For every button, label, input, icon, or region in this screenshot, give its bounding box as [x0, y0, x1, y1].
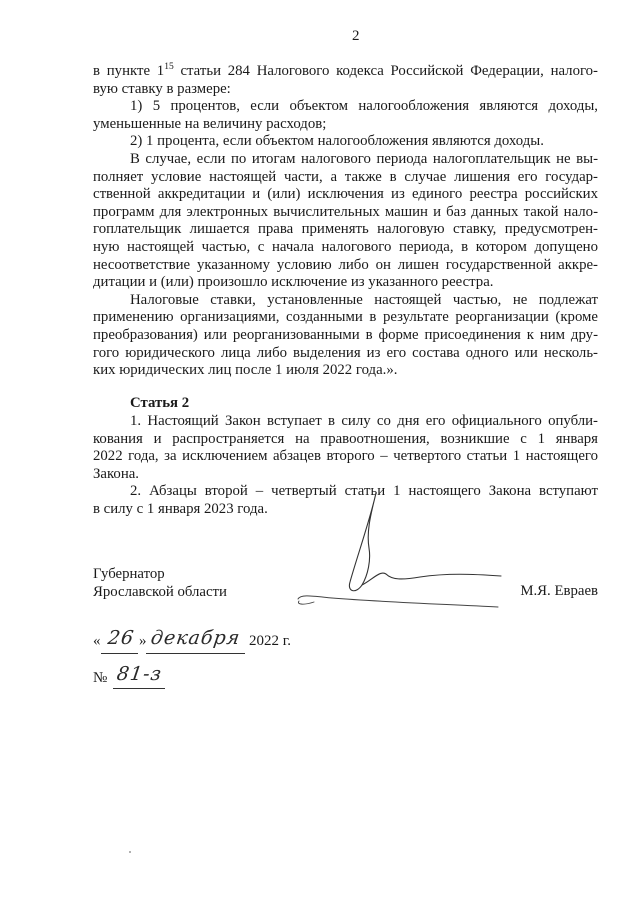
text-line: 2) 1 процента, если объектом налогообложения являются доходы. — [130, 133, 544, 150]
text-line: кования и распространяется на правоотношения, возникшие с 1 января — [93, 430, 598, 447]
text-fragment: в пункте 1 — [93, 63, 165, 79]
text-line: в силу с 1 января 2023 года. — [93, 500, 268, 517]
date-year: 2022 г. — [249, 633, 291, 649]
signatory-title — [93, 566, 227, 601]
signature-stroke — [362, 573, 501, 585]
text-line — [93, 63, 598, 81]
text-line: Закона. — [93, 465, 140, 482]
article2-text — [93, 413, 598, 519]
text-line: 2022 года, за исключением абзацев второго – четвертого статьи 1 настоящего — [93, 448, 598, 465]
date-close-quote: » — [139, 633, 147, 649]
date-month-underline — [146, 653, 245, 654]
page-number: 2 — [352, 28, 360, 44]
number-underline — [113, 688, 165, 689]
text-line: дитации и (или) произошло исключение из указанного реестра. — [93, 274, 494, 291]
text-line: Налоговые ставки, установленные настоящей частью, не подлежат — [130, 291, 598, 308]
text-line: уменьшенные на величину расходов; — [93, 115, 327, 132]
date-open-quote: « — [93, 633, 101, 649]
text-line: ную настоящей частью, с начала налогового периода, в котором допущено — [93, 238, 598, 255]
text-line: полняет условие настоящей части, а также в случае лишения его государ- — [93, 168, 598, 185]
text-line: ственной аккредитации и (или) исключения из единого реестра российских — [93, 186, 598, 203]
text-fragment: статьи 284 Налогового кодекса Российской Федерации, налого- — [173, 63, 598, 79]
text-line: программ для электронных вычислительных машин и баз данных такой нало- — [93, 203, 598, 220]
article-heading: Статья 2 — [130, 395, 190, 411]
signatory-title-line: Губернатор — [93, 566, 165, 582]
signature-flourish — [298, 601, 314, 604]
text-line: 2. Абзацы второй – четвертый статьи 1 настоящего Закона вступают — [130, 483, 598, 500]
text-line: применению организациями, созданными в результате реорганизации (кроме — [93, 309, 598, 326]
date-month-handwritten: декабря — [149, 627, 242, 649]
scan-speck — [129, 851, 131, 853]
text-line: 1. Настоящий Закон вступает в силу со дня его официального опубли- — [130, 413, 598, 429]
date-day-handwritten: 26 — [106, 627, 136, 649]
text-line: вую ставку в размере: — [93, 80, 231, 97]
date-day-underline — [101, 653, 138, 654]
text-line: гоплательщик лишается права применять налоговую ставку, предусмотрен- — [93, 221, 598, 238]
article2-heading-block — [93, 395, 598, 413]
text-line: несоответствие указанному условию либо он лишен государственной аккре- — [93, 256, 598, 273]
signatory-title-line: Ярославской области — [93, 583, 227, 600]
text-line: В случае, если по итогам налогового периода налогоплательщик не вы- — [130, 150, 598, 167]
superscript: 15 — [164, 62, 174, 72]
text-line: преобразования) или реорганизованными в форме присоединения к ним дру- — [93, 326, 598, 343]
text-line: 1) 5 процентов, если объектом налогообложения являются доходы, — [130, 98, 598, 115]
article1-text — [93, 63, 598, 380]
number-sign: № — [93, 670, 108, 686]
number-value-handwritten: 81-з — [115, 663, 164, 685]
text-line: гого юридического лица либо выделения из его состава одного или несколь- — [93, 344, 598, 361]
signature-flourish — [298, 596, 498, 607]
text-line: ких юридических лиц после 1 июля 2022 года.». — [93, 362, 398, 379]
signatory-name: М.Я. Евраев — [520, 583, 598, 599]
